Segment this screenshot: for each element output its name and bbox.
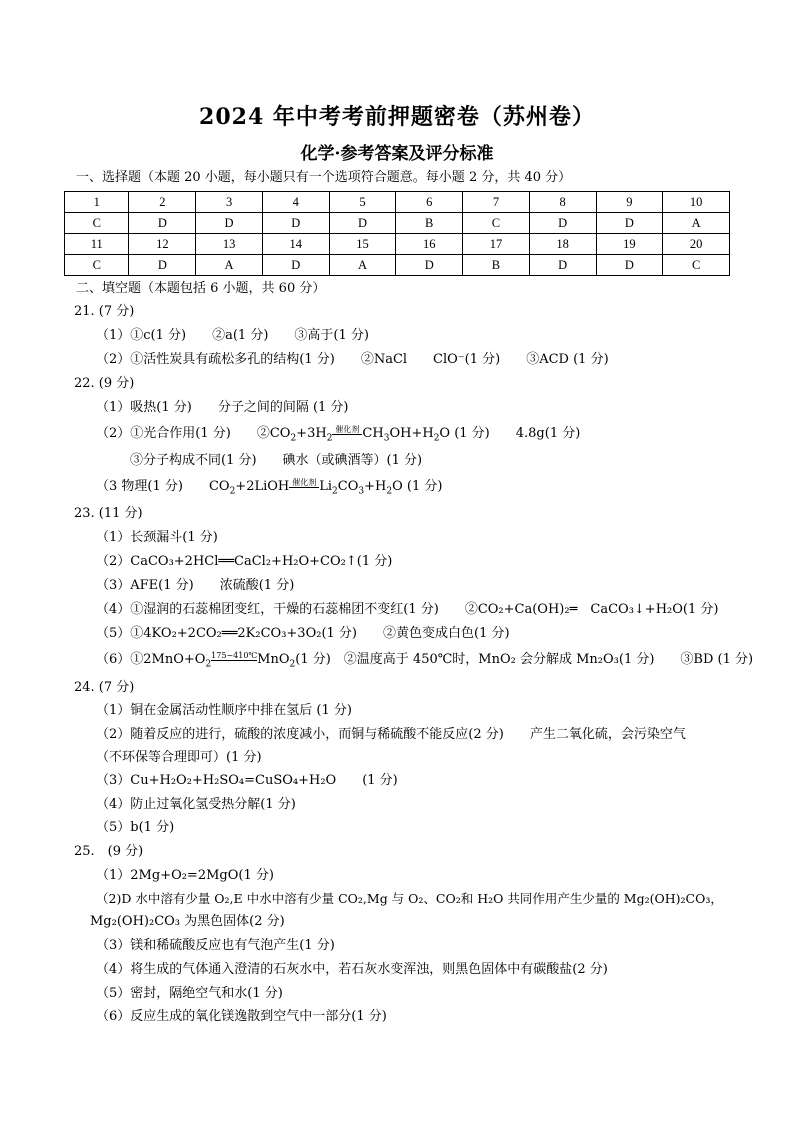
table-cell: D [129,255,196,276]
q24-answer-2: （2）随着反应的进行，硫酸的浓度减小，而铜与稀硫酸不能反应(2 分) 产生二氧化硫，会污染空气 [96,727,686,742]
q23-answer-5: （5）①4KO₂+2CO₂══2K₂CO₃+3O₂(1 分) ②黄色变成白色(1 分) [96,626,510,641]
reaction-condition [211,651,257,661]
q25-heading: 25. (9 分) [74,844,144,859]
q23-answer-6: $(6)①2MnO+O_2$ 175~410℃ MnO$_2$(1 分) ②温度高于 450℃时，MnO₂ 会分解成 Mn₂O₃(1 分) ③BD (1 分) [96,650,754,670]
q24-answer-2-cont: （不环保等合理即可）(1 分) [96,750,262,765]
table-row [65,255,730,276]
table-row [65,234,730,255]
table-cell: 14 [262,234,329,255]
table-cell: 6 [396,192,463,213]
q24-answer-1: （1）铜在金属活动性顺序中排在氢后 (1 分) [96,703,352,718]
reaction-condition [332,425,362,435]
q23-answer-2: （2）CaCO₃+2HCl══CaCl₂+H₂O+CO₂↑(1 分) [96,554,393,569]
text-span: MnO [257,652,290,667]
table-cell: 8 [529,192,596,213]
table-cell: 7 [463,192,530,213]
condition-label: 175~410℃ [211,650,258,660]
text-span: CO [337,479,359,494]
table-cell: D [529,213,596,234]
q22-heading: 22. (9 分) [74,376,135,391]
table-cell: 12 [129,234,196,255]
q23-answer-1: （1）长颈漏斗(1 分) [96,530,218,545]
table-cell: 18 [529,234,596,255]
table-cell: 5 [329,192,396,213]
answer-table [64,191,730,276]
section-choice-heading: 一、选择题（本题 20 小题，每小题只有一个选项符合题意。每小题 2 分，共 40 分） [76,170,572,185]
table-cell: 13 [196,234,263,255]
table-cell: D [596,213,663,234]
q25-answer-6: （6）反应生成的氧化镁逸散到空气中一部分(1 分) [96,1009,387,1024]
text-span: （6）①2MnO+O [96,652,206,667]
page-title: 2024 年中考考前押题密卷（苏州卷） [199,104,595,130]
table-cell: D [529,255,596,276]
q22-answer-1: （1）吸热(1 分) 分子之间的间隔 (1 分) [96,400,349,415]
q24-answer-5: （5）b(1 分) [96,820,175,835]
text-span: Li [319,479,333,494]
table-cell: C [663,255,730,276]
table-cell: B [396,213,463,234]
table-cell: D [396,255,463,276]
table-cell: 17 [463,234,530,255]
q25-answer-1: （1）2Mg+O₂=2MgO(1 分) [96,868,274,883]
table-cell: A [329,255,396,276]
table-cell: B [463,255,530,276]
condition-label: 催化剂 [292,477,317,487]
q24-answer-4: （4）防止过氧化氢受热分解(1 分) [96,797,296,812]
table-cell: 3 [196,192,263,213]
table-cell: D [262,255,329,276]
q23-answer-3: （3）AFE(1 分) 浓硫酸(1 分) [96,578,295,593]
table-cell: 16 [396,234,463,255]
text-span: +H [364,479,387,494]
q25-answer-2: （2)D 水中溶有少量 O₂,E 中水中溶有少量 CO₂,Mg 与 O₂、CO₂和 H₂O 共同作用产生少量的 Mg₂(OH)₂CO₃， [96,891,723,906]
q25-answer-2-cont: Mg₂(OH)₂CO₃ 为黑色固体(2 分) [90,914,285,929]
text-span: （3 物理(1 分) CO [96,479,230,494]
table-cell: 9 [596,192,663,213]
text-span: O (1 分) 4.8g(1 分) [439,426,581,441]
table-cell: 2 [129,192,196,213]
table-cell: D [262,213,329,234]
text-span: CH [362,426,384,441]
reaction-condition [289,478,319,488]
page-subtitle: 化学·参考答案及评分标准 [300,144,494,164]
table-cell: D [329,213,396,234]
text-span: (1 分) ②温度高于 450℃时，MnO₂ 会分解成 Mn₂O₃(1 分) ③BD (1 分) [295,652,754,667]
table-cell: 4 [262,192,329,213]
table-cell: 11 [65,234,129,255]
q25-answer-4: （4）将生成的气体通入澄清的石灰水中，若石灰水变浑浊，则黑色固体中有碳酸盐(2 分) [96,962,608,977]
table-cell: D [129,213,196,234]
q25-answer-5: （5）密封，隔绝空气和水(1 分) [96,986,283,1001]
table-cell: 19 [596,234,663,255]
table-cell: C [65,213,129,234]
table-cell: A [196,255,263,276]
q22-answer-2: （2）①光合作用(1 分) $②CO_2+3H_2$ 催化剂 $CH_3OH+H_2O$ (1 分) 4.8g(1 分) [96,424,581,444]
table-cell: 1 [65,192,129,213]
table-cell: C [65,255,129,276]
table-cell: 10 [663,192,730,213]
table-cell: 15 [329,234,396,255]
table-cell: A [663,213,730,234]
q23-heading: 23. (11 分) [74,506,143,521]
q23-answer-4: （4）①湿润的石蕊棉团变红，干燥的石蕊棉团不变红(1 分) ②CO₂+Ca(OH)₂═ CaCO₃↓+H₂O(1 分) [96,602,719,617]
section-fill-heading: 二、填空题（本题包括 6 小题，共 60 分） [76,281,326,296]
q24-heading: 24. (7 分) [74,680,135,695]
q24-answer-3: （3）Cu+H₂O₂+H₂SO₄=CuSO₄+H₂O (1 分) [96,773,398,788]
table-cell: 20 [663,234,730,255]
q21-answer-2: （2）①活性炭具有疏松多孔的结构(1 分) ②NaCl ClO⁻(1 分) ③ACD (1 分) [96,352,609,367]
table-cell: D [196,213,263,234]
q22-answer-4: （3 物理(1 分) $CO_2+2LiOH$ 催化剂 $Li_2CO_3+H_2O$ (1 分) [96,477,443,497]
q21-answer-1: （1）①c(1 分) ②a(1 分) ③高于(1 分) [96,328,369,343]
text-span: （2）①光合作用(1 分) ②CO [96,426,291,441]
table-cell: D [596,255,663,276]
q25-answer-3: （3）镁和稀硫酸反应也有气泡产生(1 分) [96,938,335,953]
table-row [65,213,730,234]
text-span: +3H [296,426,327,441]
table-cell: C [463,213,530,234]
table-row [65,192,730,213]
q21-heading: 21. (7 分) [74,304,135,319]
text-span: OH+H [389,426,434,441]
q22-answer-3: ③分子构成不同(1 分) 碘水（或碘酒等）(1 分) [130,453,423,468]
condition-label: 催化剂 [335,424,360,434]
text-span: +2LiOH [235,479,290,494]
text-span: O (1 分) [392,479,443,494]
